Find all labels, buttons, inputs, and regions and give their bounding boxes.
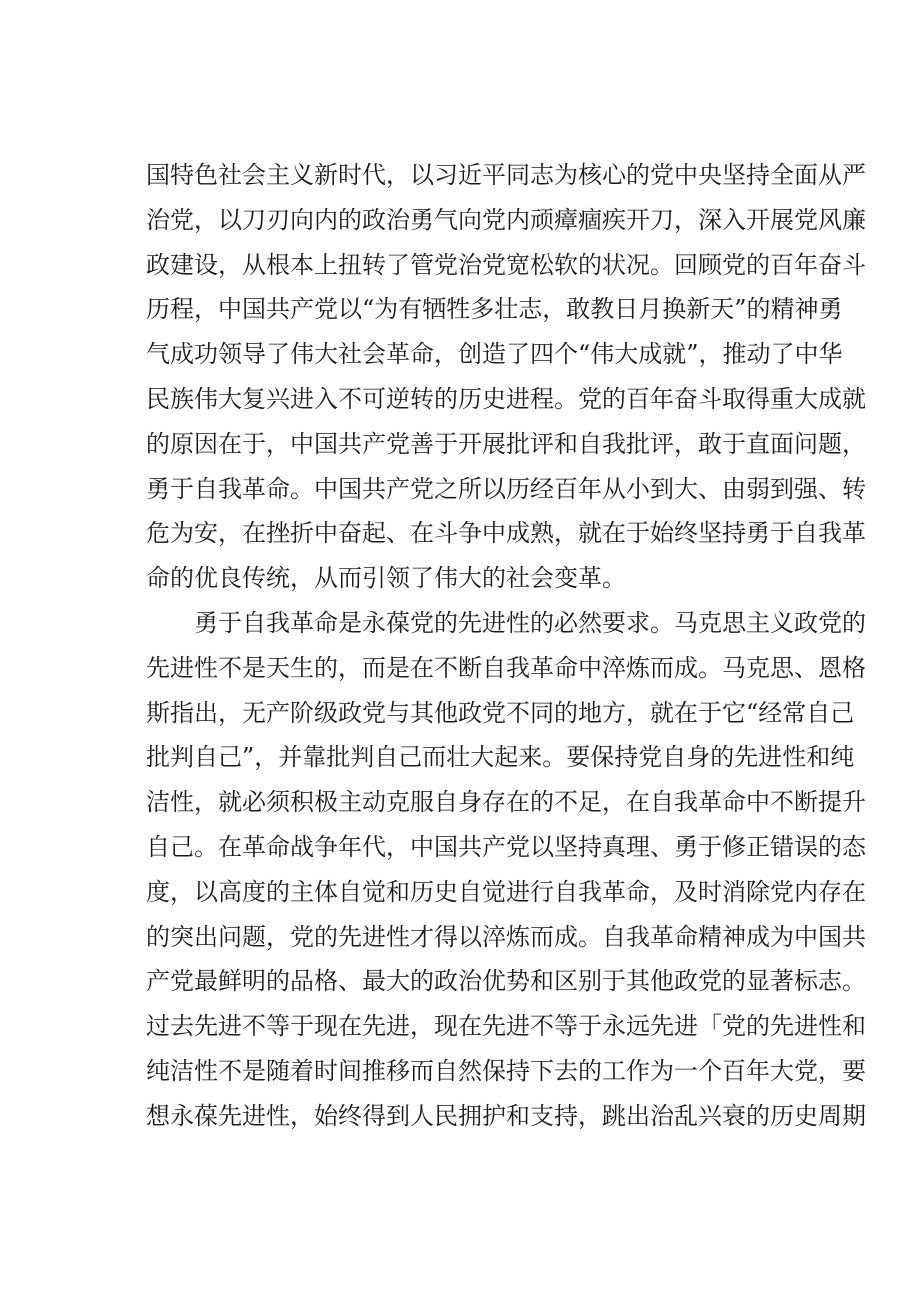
text-line: 的突出问题，党的先进性才得以淬炼而成。自我革命精神成为中国共 [146, 922, 866, 951]
text-line: 度，以高度的主体自觉和历史自觉进行自我革命，及时消除党内存在 [146, 877, 866, 906]
text-line: 先进性不是天生的，而是在不断自我革命中淬炼而成。马克思、恩格 [146, 653, 866, 682]
text-line: 批判自己”，并靠批判自己而壮大起来。要保持党自身的先进性和纯 [146, 743, 855, 772]
text-line: 斯指出，无产阶级政党与其他政党不同的地方，就在于它“经常自己 [146, 698, 855, 727]
text-line: 的原因在于，中国共产党善于开展批评和自我批评，敢于直面问题， [146, 429, 866, 458]
text-line: 纯洁性不是随着时间推移而自然保持下去的工作为一个百年大党，要 [146, 1056, 866, 1085]
text-line: 危为安，在挫折中奋起、在斗争中成熟，就在于始终坚持勇于自我革 [146, 519, 866, 548]
text-line: 国特色社会主义新时代，以习近平同志为核心的党中央坚持全面从严 [146, 161, 866, 189]
text-line: 勇于自我革命。中国共产党之所以历经百年从小到大、由弱到强、转 [146, 474, 866, 503]
text-line: 自己。在革命战争年代，中国共产党以坚持真理、勇于修正错误的态 [146, 832, 866, 861]
text-line: 产党最鲜明的品格、最大的政治优势和区别于其他政党的显著标志。 [146, 967, 866, 996]
text-line: 治党，以刀刃向内的政治勇气向党内顽瘴痼疾开刀，深入开展党风廉 [146, 205, 866, 234]
text-line: 想永葆先进性，始终得到人民拥护和支持，跳出治乱兴衰的历史周期 [146, 1101, 866, 1130]
text-line: 气成功领导了伟大社会革命，创造了四个“伟大成就”，推动了中华 [146, 340, 843, 369]
document-body [146, 153, 866, 1139]
paragraph-first-line: 勇于自我革命是永葆党的先进性的必然要求。马克思主义政党的 [194, 608, 866, 637]
text-line: 民族伟大复兴进入不可逆转的历史进程。党的百年奋斗取得重大成就 [146, 384, 866, 413]
text-line: 命的优良传统，从而引领了伟大的社会变革。 [146, 564, 626, 593]
text-line: 洁性，就必须积极主动克服自身存在的不足，在自我革命中不断提升 [146, 788, 866, 817]
text-line: 政建设，从根本上扭转了管党治党宽松软的状况。回顾党的百年奋斗 [146, 250, 866, 279]
text-line: 过去先进不等于现在先进，现在先进不等于永远先进「党的先进性和 [146, 1012, 866, 1041]
text-line: 历程，中国共产党以“为有牺牲多壮志，敢教日月换新天”的精神勇 [146, 295, 843, 324]
